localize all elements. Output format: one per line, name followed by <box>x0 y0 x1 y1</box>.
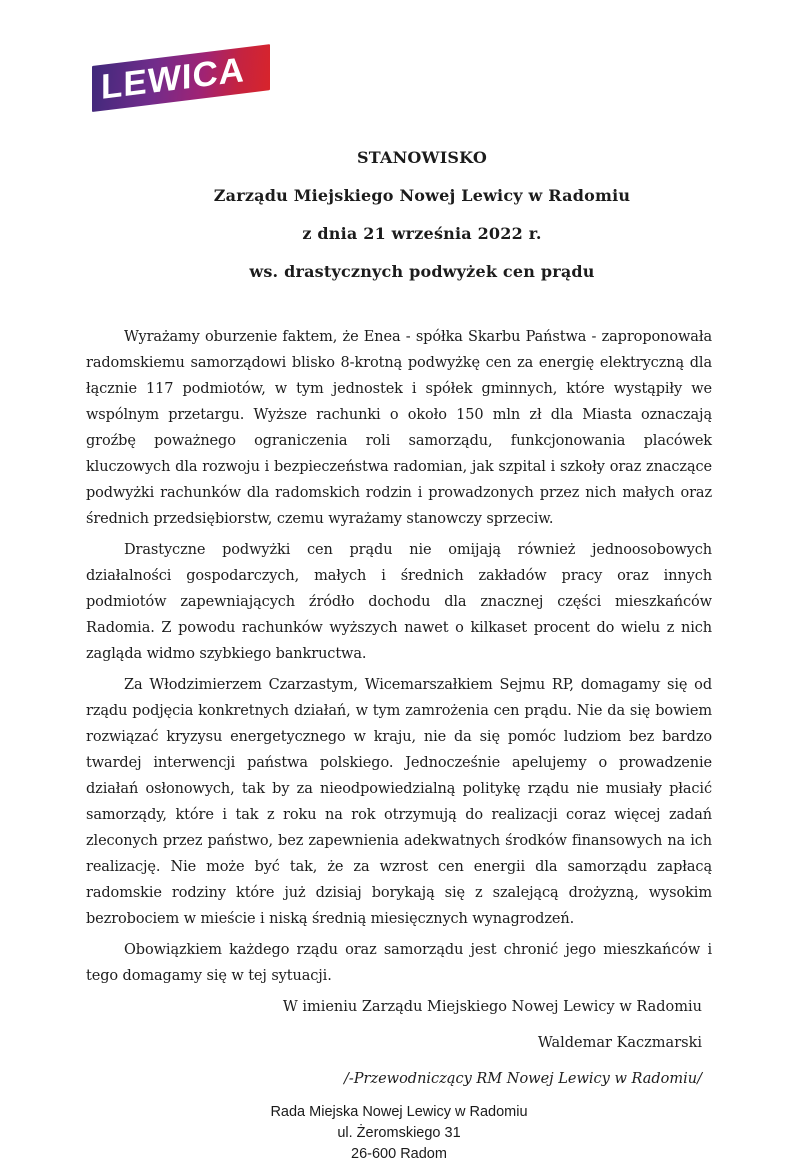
footer-address-city: 26-600 Radom <box>351 1146 447 1162</box>
document-heading-block <box>86 143 712 286</box>
doc-title: STANOWISKO <box>357 148 487 167</box>
signature-block <box>86 994 712 1092</box>
closing-on-behalf: W imieniu Zarządu Miejskiego Nowej Lewicy w Radomiu <box>282 999 702 1015</box>
doc-subtitle-issuer: Zarządu Miejskiego Nowej Lewicy w Radomiu <box>213 186 631 205</box>
footer-address-street: ul. Żeromskiego 31 <box>337 1125 461 1141</box>
doc-subtitle-date: z dnia 21 września 2022 r. <box>302 224 542 243</box>
document-footer <box>86 1102 712 1165</box>
body-paragraph-1: Wyrażamy oburzenie faktem, że Enea - spółka Skarbu Państwa - zaproponowała radomskiemu samorządowi blisko 8-krotną podwyżkę cen za energię elektryczną dla łącznie 117 podmiotów, w tym jednostek i spółek gminnych, które wystąpiły we wspólnym przetargu. Wyższe rachunki o około 150 mln zł dla Miasta oznaczają groźbę poważnego ograniczenia roli samorządu, funkcjonowania placówek kluczowych dla rozwoju i bezpieczeństwa radomian, jak szpital i szkoły oraz znaczące podwyżki rachunków dla radomskich rodzin i prowadzonych przez nich małych oraz średnich przedsiębiorstw, czemu wyrażamy stanowczy sprzeciw. <box>86 329 712 527</box>
footer-organization: Rada Miejska Nowej Lewicy w Radomiu <box>270 1104 528 1120</box>
doc-subtitle-subject: ws. drastycznych podwyżek cen prądu <box>249 262 595 281</box>
body-paragraph-3: Za Włodzimierzem Czarzastym, Wicemarszałkiem Sejmu RP, domagamy się od rządu podjęcia konkretnych działań, w tym zamrożenia cen prądu. Nie da się bowiem rozwiązać kryzysu energetycznego w kraju, nie da się pomóc ludziom bez bardzo twardej interwencji państwa polskiego. Jednocześnie apelujemy o prowadzenie działań osłonowych, tak by za nieodpowiedzialną politykę rządu nie musiały płacić samorządy, które i tak z roku na rok otrzymują do realizacji coraz więcej zadań zleconych przez państwo, bez zapewnienia adekwatnych środków finansowych na ich realizację. Nie może być tak, że za wzrost cen energii dla samorządu zapłacą radomskie rodziny które już dzisiaj borykają się z szalejącą drożyzną, wysokim bezrobociem w mieście i niską średnią miesięcznych wynagrodzeń. <box>86 677 712 927</box>
closing-signer-title: /-Przewodniczący RM Nowej Lewicy w Radomiu/ <box>343 1071 702 1087</box>
closing-signer-name: Waldemar Kaczmarski <box>537 1035 702 1051</box>
lewica-logo-text: LEWICA <box>101 50 246 107</box>
document-body <box>86 324 712 989</box>
body-paragraph-4: Obowiązkiem każdego rządu oraz samorządu jest chronić jego mieszkańców i tego domagamy się w tej sytuacji. <box>86 942 712 984</box>
body-paragraph-2: Drastyczne podwyżki cen prądu nie omijają również jednoosobowych działalności gospodarczych, małych i średnich zakładów pracy oraz innych podmiotów zapewniających źródło dochodu dla znacznej części mieszkańców Radomia. Z powodu rachunków wyższych nawet o kilkaset procent do wielu z nich zagląda widmo szybkiego bankructwa. <box>86 542 712 662</box>
document-content <box>86 0 712 1165</box>
